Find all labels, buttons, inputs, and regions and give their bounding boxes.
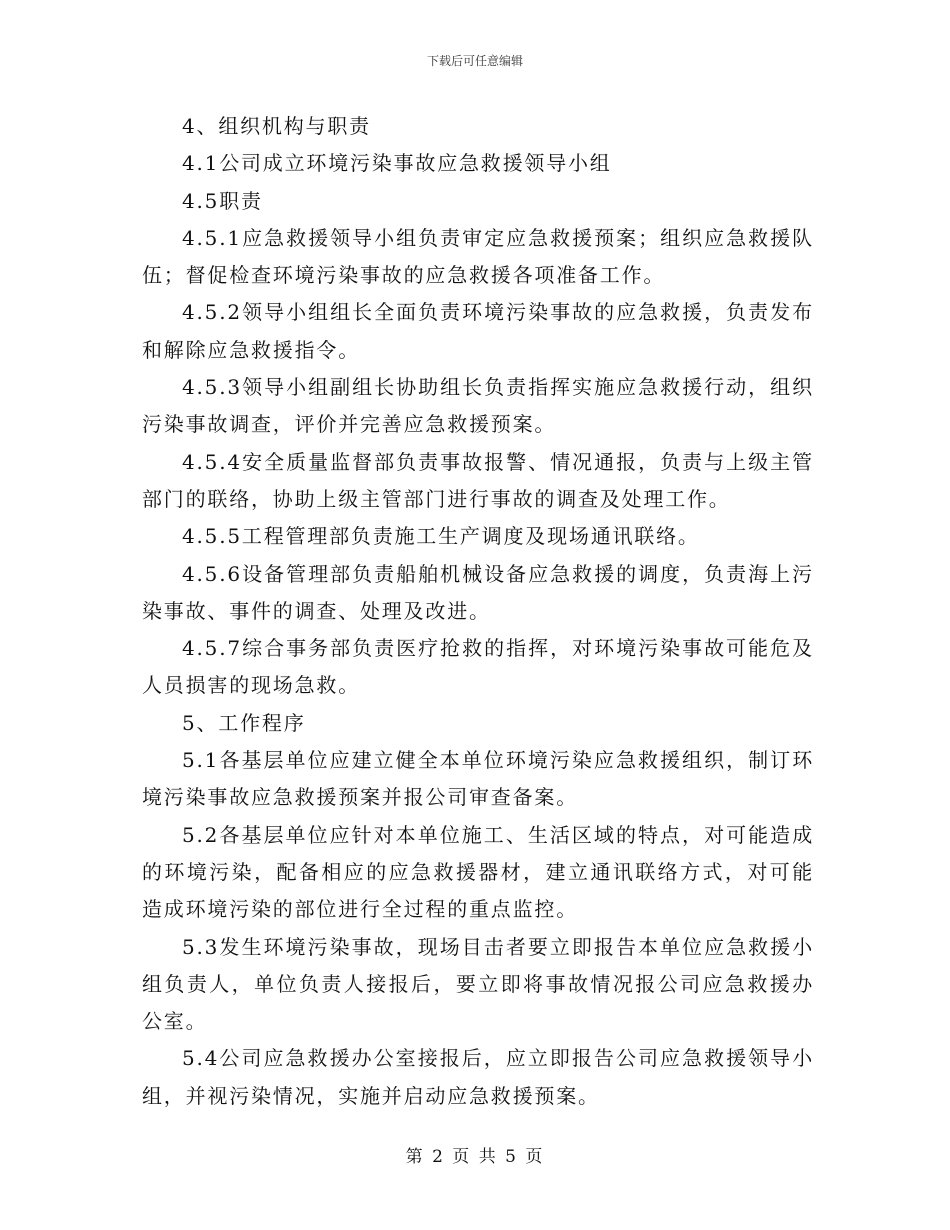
paragraph-4-5-7: 4.5.7综合事务部负责医疗抢救的指挥，对环境污染事故可能危及人员损害的现场急救。 <box>142 636 814 698</box>
paragraph-4-5-6: 4.5.6设备管理部负责船舶机械设备应急救援的调度，负责海上污染事故、事件的调查、处理及改进。 <box>142 561 814 623</box>
paragraph-4-5-2: 4.5.2领导小组组长全面负责环境污染事故的应急救援，负责发布和解除应急救援指令。 <box>142 300 814 362</box>
paragraph-4-5-4: 4.5.4安全质量监督部负责事故报警、情况通报，负责与上级主管部门的联络，协助上级主管部门进行事故的调查及处理工作。 <box>142 449 814 511</box>
paragraph-5-1: 5.1各基层单位应建立健全本单位环境污染应急救援组织，制订环境污染事故应急救援预案并报公司审查备案。 <box>142 748 814 810</box>
page-number-footer: 第 2 页 共 5 页 <box>405 1147 545 1167</box>
paragraph-4-5-3: 4.5.3领导小组副组长协助组长负责指挥实施应急救援行动，组织污染事故调查，评价并完善应急救援预案。 <box>142 375 814 437</box>
document-body <box>142 108 814 1115</box>
paragraph-5-3: 5.3发生环境污染事故，现场目击者要立即报告本单位应急救援小组负责人，单位负责人接报后，要立即将事故情况报公司应急救援办公室。 <box>142 934 814 1034</box>
paragraph-4-1: 4.1公司成立环境污染事故应急救援领导小组 <box>182 151 612 176</box>
paragraph-5-4: 5.4公司应急救援办公室接报后，应立即报告公司应急救援领导小组，并视污染情况，实施并启动应急救援预案。 <box>142 1046 814 1108</box>
paragraph-5-2: 5.2各基层单位应针对本单位施工、生活区域的特点，对可能造成的环境污染，配备相应的应急救援器材，建立通讯联络方式，对可能造成环境污染的部位进行全过程的重点监控。 <box>142 822 814 922</box>
paragraph-4-5-5: 4.5.5工程管理部负责施工生产调度及现场通讯联络。 <box>182 524 700 549</box>
paragraph-4-5: 4.5职责 <box>182 188 263 213</box>
section-heading-4: 4、组织机构与职责 <box>182 114 371 138</box>
section-heading-5: 5、工作程序 <box>182 710 306 735</box>
page-header: 下载后可任意编辑 <box>426 54 523 68</box>
paragraph-4-5-1: 4.5.1应急救援领导小组负责审定应急救援预案；组织应急救援队伍；督促检查环境污染事故的应急救援各项准备工作。 <box>142 225 814 288</box>
